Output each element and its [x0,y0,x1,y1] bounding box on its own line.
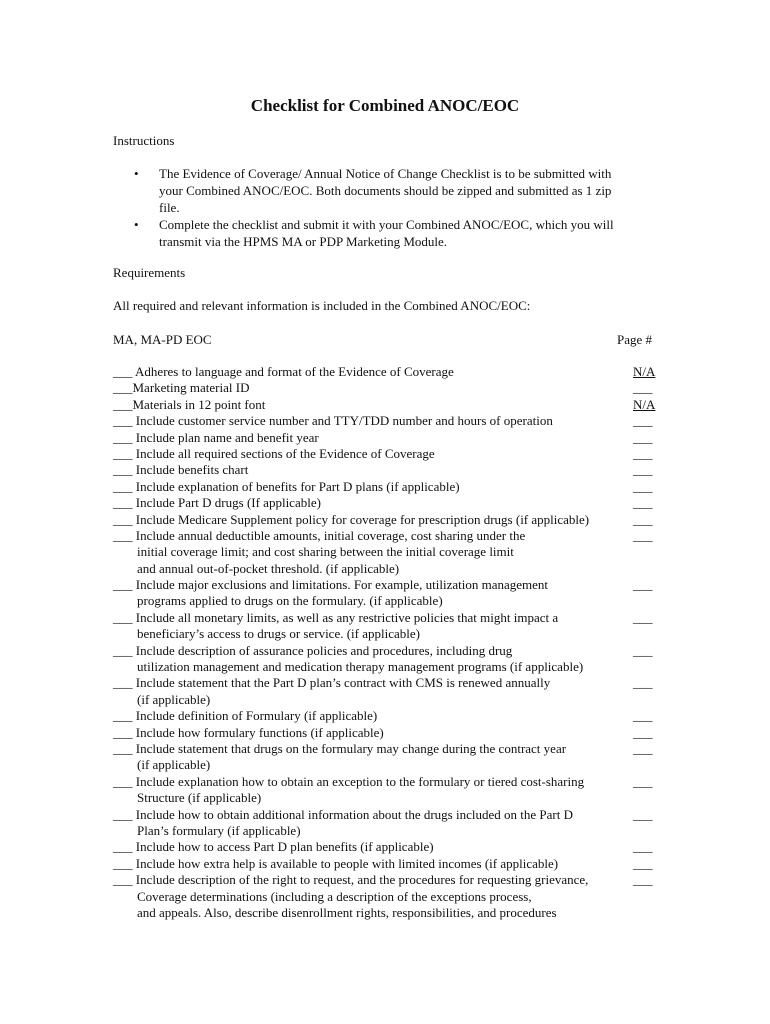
checklist-item-page: ___ [633,511,653,527]
checklist-item-text: ___ Include all monetary limits, as well as any restrictive policies that might impact a [113,609,559,625]
checklist-item-row [113,839,753,855]
page-number-header: Page # [617,332,653,347]
checklist [113,364,753,921]
checklist-item-row [113,807,753,823]
checklist-item-page: ___ [633,495,653,511]
checklist-item-row [113,659,753,675]
checklist-item-continuation: (if applicable) [137,691,211,707]
checklist-item-text: ___ Include description of assurance policies and procedures, including drug [113,642,513,658]
checklist-item-row [113,692,753,708]
section-label: MA, MA-PD EOC [113,332,212,347]
checklist-item-row [113,872,753,888]
checklist-item-page: ___ [633,855,653,871]
bullet-2-line-1: Complete the checklist and submit it with your Combined ANOC/EOC, which you will [159,217,614,232]
checklist-item-page: ___ [633,839,653,855]
checklist-item-row [113,626,753,642]
bullet-icon: • [134,217,139,232]
checklist-item-page: ___ [633,609,653,625]
checklist-item-text: ___ Include Medicare Supplement policy for coverage for prescription drugs (if applicable) [113,511,590,527]
checklist-item-row [113,593,753,609]
checklist-item-row [113,790,753,806]
checklist-item-text: ___ Include how to obtain additional information about the drugs included on the Part D [113,806,573,822]
checklist-item-text: ___ Include how extra help is available to people with limited incomes (if applicable) [113,855,559,871]
checklist-item-page: ___ [633,445,653,461]
checklist-item-continuation: and appeals. Also, describe disenrollment rights, responsibilities, and procedures [137,904,557,920]
checklist-item-continuation: and annual out-of-pocket threshold. (if applicable) [137,560,400,576]
checklist-item-page: ___ [633,806,653,822]
checklist-item-row [113,905,753,921]
checklist-item-page: ___ [633,462,653,478]
checklist-item-page: N/A [633,364,656,379]
checklist-item-page: ___ [633,413,653,429]
checklist-item-text: ___ Include Part D drugs (If applicable) [113,495,321,511]
checklist-item-page: ___ [633,527,653,543]
checklist-item-page: ___ [633,708,653,724]
checklist-item-row [113,479,753,495]
checklist-item-continuation: (if applicable) [137,757,211,773]
checklist-item-continuation: utilization management and medication therapy management programs (if applicable) [137,659,584,675]
checklist-item-row [113,708,753,724]
checklist-item-text: ___ Include customer service number and TTY/TDD number and hours of operation [113,413,553,429]
checklist-item-continuation: Plan’s formulary (if applicable) [137,822,301,838]
checklist-item-row [113,380,753,396]
checklist-item-text: ___ Include statement that drugs on the formulary may change during the contract year [113,740,567,756]
checklist-item-page: ___ [633,478,653,494]
checklist-item-page: ___ [633,724,653,740]
checklist-item-page: ___ [633,675,653,691]
checklist-item-row [113,561,753,577]
checklist-item-row [113,430,753,446]
checklist-item-page: ___ [633,740,653,756]
checklist-item-text: ___ Include explanation how to obtain an exception to the formulary or tiered cost-sharing [113,773,585,789]
checklist-item-continuation: Coverage determinations (including a description of the exceptions process, [137,888,532,904]
checklist-item-text: ___ Include statement that the Part D plan’s contract with CMS is renewed annually [113,675,551,691]
page-title: Checklist for Combined ANOC/EOC [250,96,520,115]
checklist-item-row [113,774,753,790]
checklist-item-row [113,577,753,593]
checklist-item-page: ___ [633,380,653,396]
checklist-item-row [113,856,753,872]
bullet-1-line-1: The Evidence of Coverage/ Annual Notice of Change Checklist is to be submitted with [159,166,612,181]
checklist-item-text: ___ Include how formulary functions (if applicable) [113,724,384,740]
checklist-item-text: ___Marketing material ID [113,380,250,396]
instructions-heading: Instructions [113,133,175,148]
checklist-item-text: ___ Include major exclusions and limitations. For example, utilization management [113,577,549,593]
checklist-item-row [113,364,753,380]
checklist-item-row [113,741,753,757]
checklist-item-continuation: Structure (if applicable) [137,790,262,806]
checklist-item-row [113,446,753,462]
checklist-item-row [113,462,753,478]
checklist-item-text: ___ Include description of the right to request, and the procedures for requesting grievance, [113,872,589,888]
checklist-item-row [113,725,753,741]
checklist-item-row [113,397,753,413]
checklist-item-page: ___ [633,429,653,445]
checklist-item-row [113,643,753,659]
checklist-item-text: ___ Include benefits chart [113,462,249,478]
checklist-item-text: ___ Include all required sections of the Evidence of Coverage [113,445,435,461]
requirements-intro: All required and relevant information is included in the Combined ANOC/EOC: [113,298,531,313]
checklist-item-row [113,889,753,905]
checklist-item-page: ___ [633,642,653,658]
requirements-heading: Requirements [113,265,186,280]
checklist-item-text: ___ Adheres to language and format of the Evidence of Coverage [113,364,454,379]
bullet-1-line-2: your Combined ANOC/EOC. Both documents should be zipped and submitted as 1 zip [159,183,612,198]
checklist-item-text: ___ Include annual deductible amounts, initial coverage, cost sharing under the [113,527,526,543]
checklist-item-page: ___ [633,872,653,888]
checklist-item-page: ___ [633,577,653,593]
checklist-item-text: ___ Include how to access Part D plan benefits (if applicable) [113,839,434,855]
checklist-item-text: ___ Include plan name and benefit year [113,429,319,445]
checklist-item-row [113,512,753,528]
checklist-item-continuation: programs applied to drugs on the formulary. (if applicable) [137,593,443,609]
checklist-item-row [113,413,753,429]
checklist-item-row [113,675,753,691]
checklist-item-text: ___ Include definition of Formulary (if applicable) [113,708,378,724]
checklist-item-text: ___ Include explanation of benefits for Part D plans (if applicable) [113,478,460,494]
checklist-item-continuation: beneficiary’s access to drugs or service. (if applicable) [137,626,420,642]
checklist-item-page: ___ [633,773,653,789]
checklist-item-row [113,610,753,626]
bullet-2-line-2: transmit via the HPMS MA or PDP Marketing Module. [159,234,448,249]
checklist-item-row [113,495,753,511]
checklist-item-row [113,757,753,773]
checklist-item-text: ___Materials in 12 point font [113,396,266,412]
bullet-icon: • [134,166,139,181]
checklist-item-row [113,544,753,560]
bullet-1-line-3: file. [159,200,180,215]
checklist-item-continuation: initial coverage limit; and cost sharing between the initial coverage limit [137,544,514,560]
checklist-item-row [113,823,753,839]
checklist-item-row [113,528,753,544]
checklist-item-page: N/A [633,396,656,412]
